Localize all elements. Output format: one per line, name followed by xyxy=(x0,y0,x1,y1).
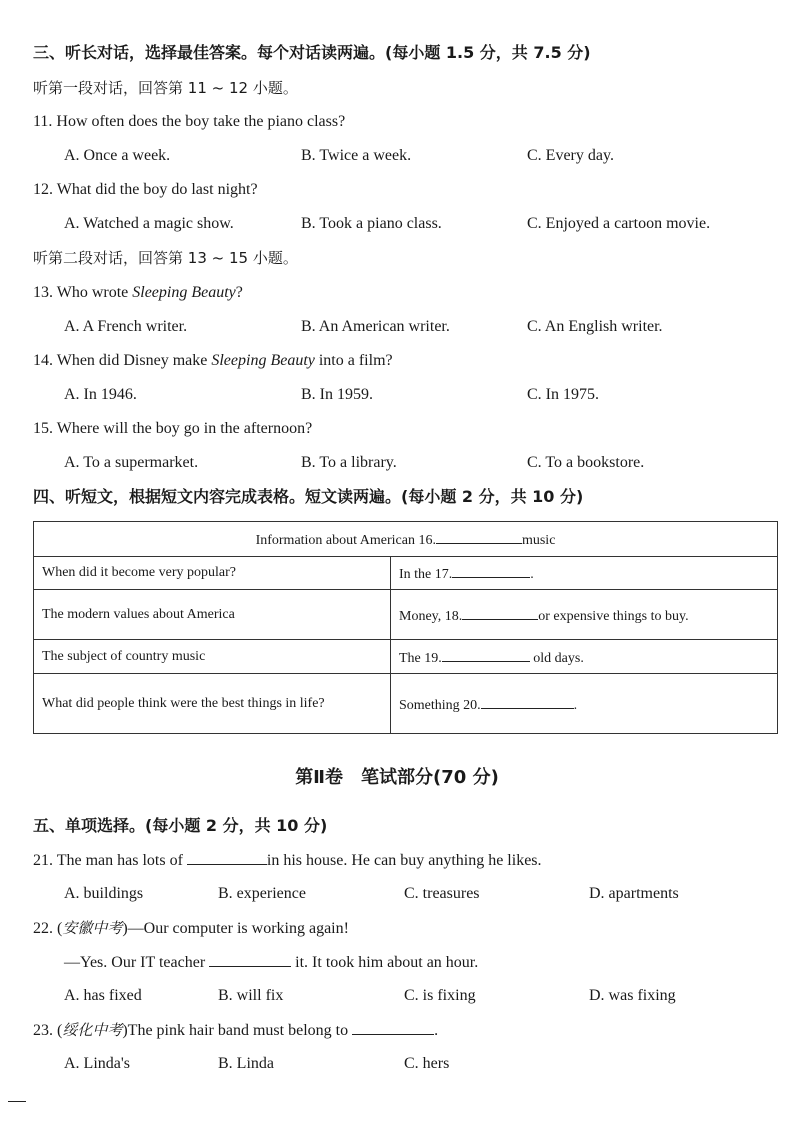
q11-option-c: C. Every day. xyxy=(527,147,614,164)
question-22-line-2 xyxy=(64,952,478,973)
blank-18[interactable] xyxy=(462,605,538,620)
table-cell-left: What did people think were the best things in life? xyxy=(34,674,391,734)
page-edge-dash xyxy=(8,1101,26,1102)
blank-16[interactable] xyxy=(436,529,522,544)
q13-option-c: C. An English writer. xyxy=(527,318,663,335)
section-4-heading: 四、听短文，根据短文内容完成表格。短文读两遍。(每小题 2 分，共 10 分) xyxy=(33,487,584,506)
blank-20[interactable] xyxy=(481,694,574,709)
table-row xyxy=(34,640,778,674)
row-19-pre: The xyxy=(399,650,425,666)
q12-option-a: A. Watched a magic show. xyxy=(64,215,234,232)
q22-line2-post: it. It took him about an hour. xyxy=(291,954,479,971)
q23-pre: 23. ( xyxy=(33,1022,63,1039)
row-20-pre: Something xyxy=(399,697,464,713)
question-14-stem xyxy=(33,351,393,371)
q11-option-b: B. Twice a week. xyxy=(301,147,412,164)
section-5-heading: 五、单项选择。(每小题 2 分，共 10 分) xyxy=(33,816,328,835)
section-3-heading: 三、听长对话，选择最佳答案。每个对话读两遍。(每小题 1.5 分，共 7.5 分) xyxy=(33,43,591,62)
row-18-post: or expensive things to buy. xyxy=(538,608,689,624)
row-19-post: old days. xyxy=(529,650,584,666)
row-18-pre: Money, xyxy=(399,608,445,624)
q15-option-a: A. To a supermarket. xyxy=(64,454,199,471)
q13-option-a: A. A French writer. xyxy=(64,318,188,335)
table-title-cell xyxy=(34,522,778,557)
blank-17[interactable] xyxy=(452,563,530,578)
question-15-stem: 15. Where will the boy go in the afternoon? xyxy=(33,420,313,437)
row-17-pre: In the xyxy=(399,567,435,582)
q21-pre: 21. The man has lots of xyxy=(33,852,187,869)
table-cell-right xyxy=(391,640,778,674)
table-cell-left: When did it become very popular? xyxy=(34,557,391,590)
q23-source: 绥化中考 xyxy=(62,1021,123,1039)
blank-16-number: 16. xyxy=(418,533,436,548)
table-cell-left: The subject of country music xyxy=(34,640,391,674)
question-22-stem xyxy=(33,918,349,939)
q23-post: )The pink hair band must belong to xyxy=(122,1022,353,1039)
question-12-stem: 12. What did the boy do last night? xyxy=(33,181,258,198)
q22-line2-pre: —Yes. Our IT teacher xyxy=(64,954,210,971)
q14-option-a: A. In 1946. xyxy=(64,386,137,403)
q14-stem-title: Sleeping Beauty xyxy=(211,352,315,369)
dialog-2-instruction: 听第二段对话，回答第 13 ~ 15 小题。 xyxy=(33,249,298,267)
q15-option-b: B. To a library. xyxy=(301,454,397,471)
q12-option-c: C. Enjoyed a cartoon movie. xyxy=(527,215,711,232)
blank-19-number: 19. xyxy=(424,650,442,666)
q12-option-b: B. Took a piano class. xyxy=(301,215,442,232)
table-row xyxy=(34,674,778,734)
part-2-title: 第Ⅱ卷 笔试部分(70 分) xyxy=(295,767,499,788)
q23-option-b: B. Linda xyxy=(218,1055,274,1072)
blank-21[interactable] xyxy=(187,850,267,865)
question-23-stem xyxy=(33,1020,438,1041)
q22-pre: 22. ( xyxy=(33,920,63,937)
info-table xyxy=(33,521,778,734)
q22-source: 安徽中考 xyxy=(62,919,123,937)
q22-option-b: B. will fix xyxy=(218,987,284,1004)
blank-23[interactable] xyxy=(352,1020,434,1035)
blank-18-number: 18. xyxy=(444,608,463,624)
question-13-stem xyxy=(33,283,243,303)
blank-17-number: 17. xyxy=(434,567,453,582)
q21-option-a: A. buildings xyxy=(64,885,144,902)
table-title-post: music xyxy=(521,533,556,548)
table-row xyxy=(34,557,778,590)
question-21-stem xyxy=(33,850,542,871)
q14-stem-pre: 14. When did Disney make xyxy=(33,352,212,369)
q11-option-a: A. Once a week. xyxy=(64,147,171,164)
row-17-post: . xyxy=(530,567,534,582)
q13-option-b: B. An American writer. xyxy=(301,318,450,335)
q22-option-d: D. was fixing xyxy=(589,987,676,1004)
q13-stem-pre: 13. Who wrote xyxy=(33,284,133,301)
q14-option-c: C. In 1975. xyxy=(527,386,599,403)
q23-option-c: C. hers xyxy=(404,1055,450,1072)
q14-stem-post: into a film? xyxy=(314,352,393,369)
table-title-row xyxy=(34,522,778,557)
q22-option-a: A. has fixed xyxy=(64,987,142,1004)
table-cell-left: The modern values about America xyxy=(34,590,391,640)
dialog-1-instruction: 听第一段对话，回答第 11 ~ 12 小题。 xyxy=(33,79,298,97)
table-cell-right xyxy=(391,557,778,590)
q22-post: )—Our computer is working again! xyxy=(122,920,349,937)
q13-stem-title: Sleeping Beauty xyxy=(132,284,236,301)
q13-stem-post: ? xyxy=(235,284,243,301)
table-cell-right xyxy=(391,590,778,640)
q22-option-c: C. is fixing xyxy=(404,987,476,1004)
q15-option-c: C. To a bookstore. xyxy=(527,454,645,471)
q14-option-b: B. In 1959. xyxy=(301,386,373,403)
row-20-post: . xyxy=(573,697,578,713)
q21-option-c: C. treasures xyxy=(404,885,480,902)
blank-22[interactable] xyxy=(209,952,291,967)
blank-20-number: 20. xyxy=(463,697,481,713)
q21-option-d: D. apartments xyxy=(589,885,679,902)
question-11-stem: 11. How often does the boy take the piano class? xyxy=(33,113,346,130)
q23-option-a: A. Linda's xyxy=(64,1055,130,1072)
table-cell-right xyxy=(391,674,778,734)
table-row xyxy=(34,590,778,640)
q23-end: . xyxy=(434,1022,439,1039)
q21-option-b: B. experience xyxy=(218,885,306,902)
blank-19[interactable] xyxy=(442,647,530,662)
q21-post: in his house. He can buy anything he likes. xyxy=(266,852,542,869)
table-title-pre: Information about American xyxy=(255,533,419,548)
